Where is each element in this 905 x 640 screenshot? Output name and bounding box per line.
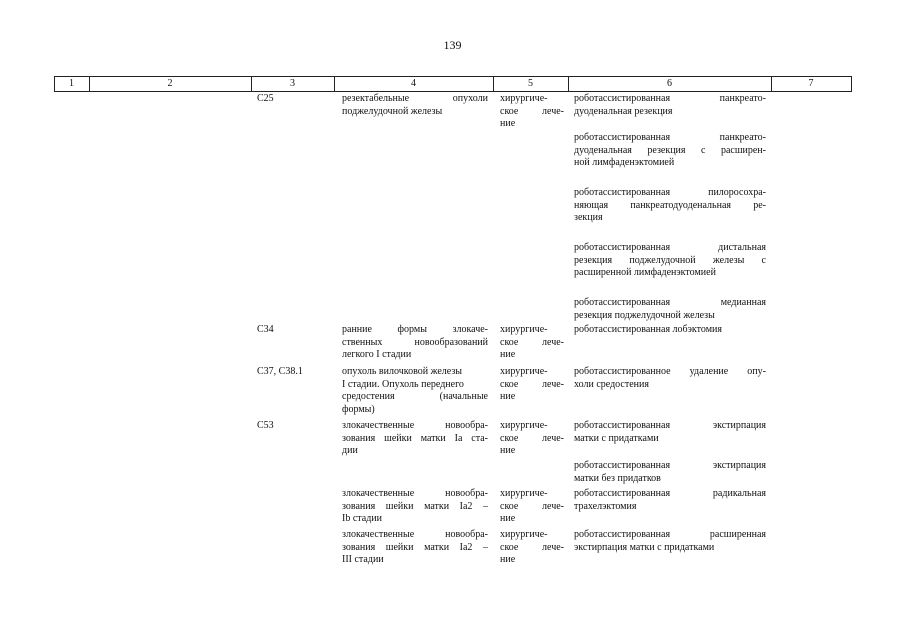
diagnosis: резектабельные опухоли поджелудочной железы <box>342 93 488 117</box>
treatment-type: хирургиче- ское лече- ние <box>500 324 564 360</box>
column-number-7: 7 <box>808 78 814 89</box>
icd-code: C25 <box>257 93 274 104</box>
treatment-method: роботассистированная экстирпация матки с придатками <box>574 420 766 444</box>
column-number-3: 3 <box>290 78 295 89</box>
treatment-type: хирургиче- ское лече- ние <box>500 488 564 524</box>
column-number-2: 2 <box>167 78 173 89</box>
treatment-method: роботассистированная панкреато- дуоденальная резекция с расширен- ной лимфаденэктомией <box>574 132 766 168</box>
treatment-method: роботассистированная медианная резекция поджелудочной железы <box>574 297 766 321</box>
diagnosis: злокачественные новообра- зования шейки матки Ia ста- дии <box>342 420 488 456</box>
page-number: 139 <box>443 38 462 52</box>
treatment-type: хирургиче- ское лече- ние <box>500 420 564 456</box>
column-number-1: 1 <box>69 78 74 89</box>
treatment-type: хирургиче- ское лече- ние <box>500 529 564 565</box>
column-number-4: 4 <box>411 78 416 89</box>
icd-code: C37, C38.1 <box>257 366 303 377</box>
treatment-method: роботассистированная расширенная экстирпация матки с придатками <box>574 529 766 553</box>
diagnosis: ранние формы злокаче- ственных новообразований легкого I стадии <box>342 324 488 360</box>
treatment-method: роботассистированное удаление опу- холи средостения <box>574 366 766 390</box>
treatment-method: роботассистированная панкреато- дуоденальная резекция <box>574 93 766 117</box>
treatment-method: роботассистированная экстирпация матки без придатков <box>574 460 766 484</box>
diagnosis: опухоль вилочковой железы I стадии. Опухоль переднего средостения (начальные формы) <box>342 366 488 415</box>
diagnosis: злокачественные новообра- зования шейки матки Ia2 – Ib стадии <box>342 488 488 524</box>
treatment-method: роботассистированная радикальная трахелэктомия <box>574 488 766 512</box>
header-bottom-rule <box>54 91 852 92</box>
column-divider <box>851 76 852 91</box>
icd-code: C53 <box>257 420 274 431</box>
treatment-type: хирургиче- ское лече- ние <box>500 93 564 129</box>
column-number-5: 5 <box>528 78 533 89</box>
treatment-method: роботассистированная пилоросохра- няющая панкреатодуоденальная ре- зекция <box>574 187 766 223</box>
icd-code: C34 <box>257 324 274 335</box>
treatment-type: хирургиче- ское лече- ние <box>500 366 564 402</box>
treatment-method: роботассистированная дистальная резекция поджелудочной железы с расширенной лимфаденэктомией <box>574 242 766 278</box>
diagnosis: злокачественные новообра- зования шейки матки Ia2 – III стадии <box>342 529 488 565</box>
column-number-6: 6 <box>667 78 672 89</box>
treatment-method: роботассистированная лобэктомия <box>574 324 722 335</box>
